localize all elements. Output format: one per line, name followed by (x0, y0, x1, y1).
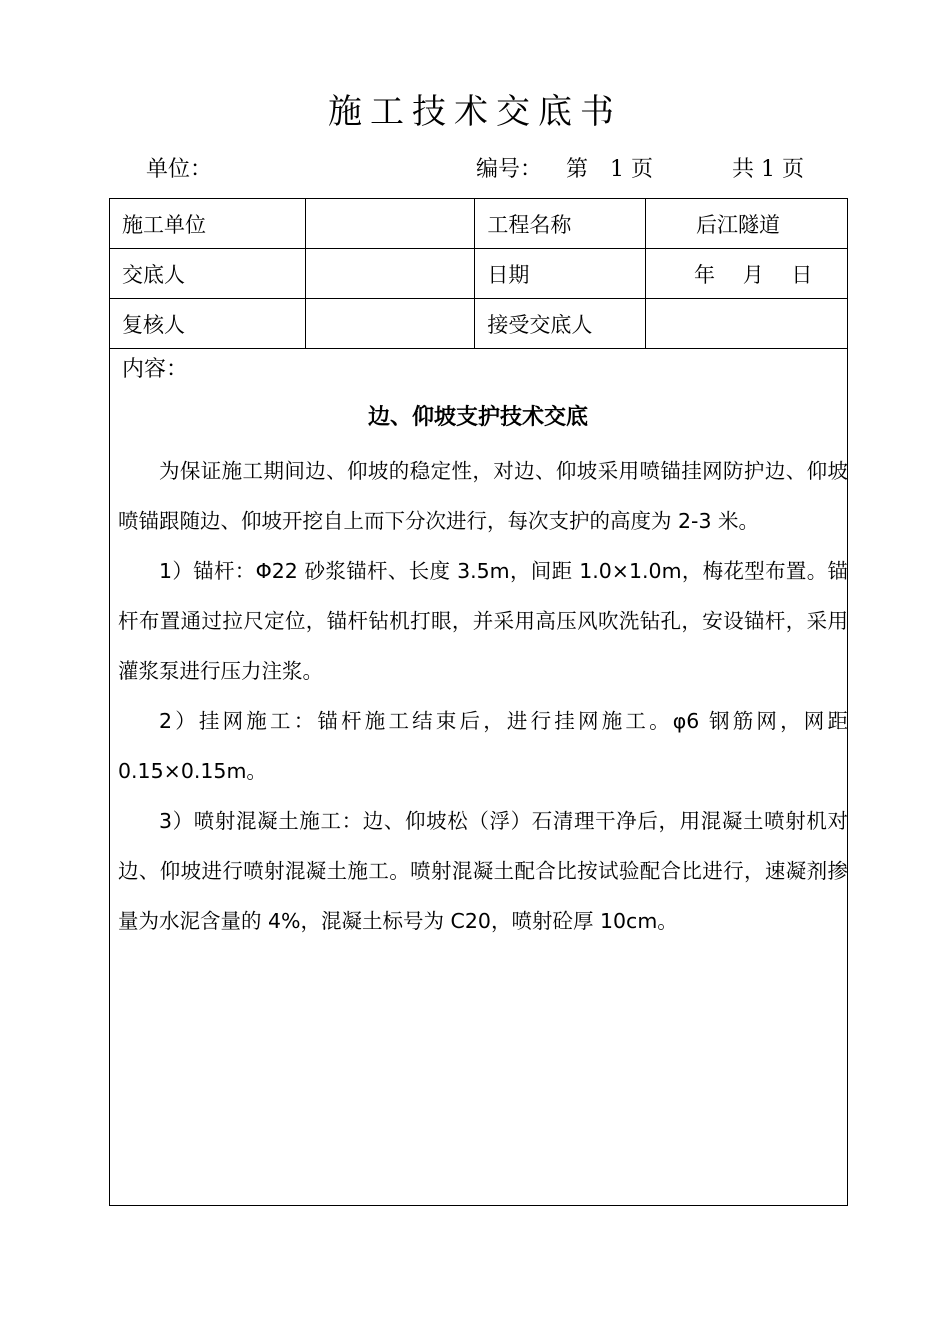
project-name-label: 工程名称 (475, 199, 646, 249)
reviewer-label: 复核人 (110, 299, 306, 349)
paragraph: 2）挂网施工：锚杆施工结束后，进行挂网施工。φ6 钢筋网，网距 0.15×0.15m。 (118, 709, 848, 783)
table-row (110, 199, 848, 249)
content-heading: 边、仰坡支护技术交底 (367, 405, 588, 430)
recipient-value (646, 299, 848, 349)
info-table (109, 198, 848, 349)
recipient-label: 接受交底人 (475, 299, 646, 349)
paragraph: 3）喷射混凝土施工：边、仰坡松（浮）石清理干净后，用混凝土喷射机对边、仰坡进行喷射混凝土施工。喷射混凝土配合比按试验配合比进行，速凝剂掺量为水泥含量的 4%，混凝土标号为 C20，喷射砼厚 10cm。 (118, 809, 848, 933)
construction-unit-label: 施工单位 (110, 199, 306, 249)
date-value: 年 月 日 (646, 249, 848, 299)
unit-label: 单位： (146, 157, 213, 182)
project-name-value: 后江隧道 (646, 199, 848, 249)
briefer-value (305, 249, 475, 299)
paragraph: 1）锚杆：Φ22 砂浆锚杆、长度 3.5m，间距 1.0×1.0m，梅花型布置。锚杆布置通过拉尺定位，锚杆钻机打眼，并采用高压风吹洗钻孔，安设锚杆，采用灌浆泵进行压力注浆。 (118, 559, 848, 683)
content-label: 内容： (122, 357, 189, 382)
construction-unit-value (305, 199, 475, 249)
reviewer-value (305, 299, 475, 349)
table-row (110, 299, 848, 349)
total-pages: 共 1 页 (732, 157, 804, 182)
page-number: 第 1 页 (566, 157, 653, 182)
briefer-label: 交底人 (110, 249, 306, 299)
number-label: 编号： (476, 157, 543, 182)
paragraph: 为保证施工期间边、仰坡的稳定性，对边、仰坡采用喷锚挂网防护边、仰坡喷锚跟随边、仰坡开挖自上而下分次进行，每次支护的高度为 2-3 米。 (118, 459, 848, 533)
date-label: 日期 (475, 249, 646, 299)
table-row (110, 249, 848, 299)
document-title: 施工技术交底书 (328, 92, 622, 132)
content-body (118, 446, 848, 946)
